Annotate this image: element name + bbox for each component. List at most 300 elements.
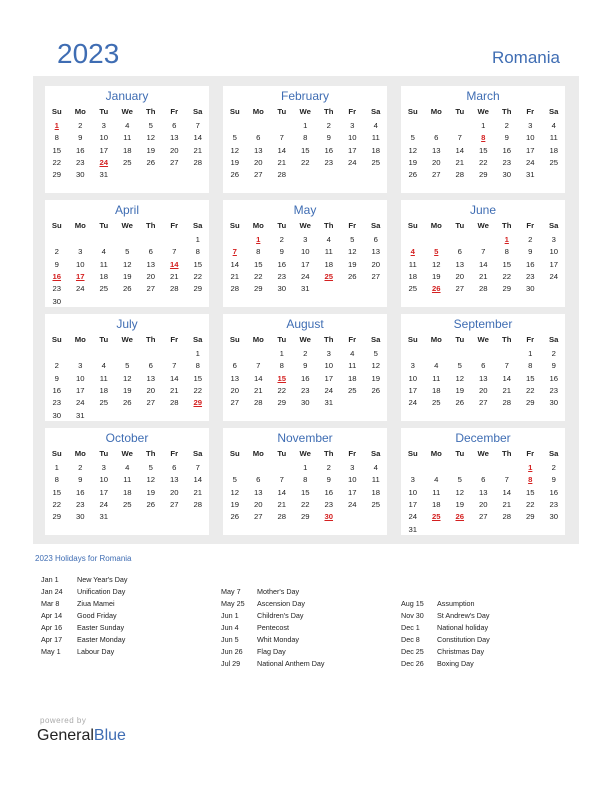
weekday-header: Sa [371, 449, 381, 458]
weekday-header: Th [146, 107, 156, 116]
day-cell: 12 [146, 475, 156, 485]
weekday-header: Fr [348, 107, 357, 116]
day-cell: 31 [525, 170, 535, 180]
day-cell: 2 [326, 121, 331, 130]
day-cell: 3 [528, 121, 533, 130]
weekday-header: Sa [549, 335, 559, 344]
month-7 [223, 314, 387, 421]
weekday-header: Fr [170, 221, 179, 230]
day-cell: 31 [300, 284, 310, 294]
day-cell: 19 [230, 157, 240, 167]
day-cell: 24 [324, 385, 334, 395]
day-cell: 17 [408, 385, 418, 395]
weekday-header: Th [502, 449, 512, 458]
day-cell: 9 [78, 133, 83, 143]
month-4 [223, 200, 387, 307]
day-cell: 27 [146, 284, 156, 294]
day-cell: 8 [279, 361, 284, 371]
weekday-header: Sa [371, 335, 381, 344]
weekday-header: Su [51, 335, 62, 344]
day-cell: 26 [347, 271, 357, 281]
weekday-header: Fr [348, 221, 357, 230]
day-cell: 2 [54, 361, 59, 371]
holiday-name: Assumption [437, 599, 475, 608]
weekday-header: Tu [455, 107, 465, 116]
holiday-name: Whit Monday [257, 635, 299, 644]
weekday-header: We [121, 107, 133, 116]
day-cell: 31 [324, 398, 334, 408]
weekday-header: We [121, 449, 133, 458]
day-cell: 28 [193, 157, 203, 167]
day-cell: 3 [410, 475, 415, 485]
day-cell: 11 [324, 247, 333, 257]
holiday-date: Dec 1 [401, 623, 420, 632]
day-cell: 23 [324, 499, 334, 509]
day-cell: 28 [277, 512, 287, 522]
day-cell: 22 [300, 499, 310, 509]
weekday-header: Fr [170, 107, 179, 116]
holiday-day-cell: 8 [481, 133, 486, 143]
day-cell: 22 [277, 385, 287, 395]
month-name: February [280, 89, 330, 103]
day-cell: 23 [75, 157, 85, 167]
day-cell: 19 [455, 385, 465, 395]
day-cell: 24 [347, 499, 357, 509]
day-cell: 28 [502, 512, 512, 522]
holiday-name: Constitution Day [437, 635, 490, 644]
weekday-header: Su [51, 107, 62, 116]
weekday-header: We [121, 335, 133, 344]
day-cell: 17 [324, 373, 334, 383]
day-cell: 20 [253, 157, 263, 167]
day-cell: 23 [502, 157, 512, 167]
holiday-day-cell: 29 [193, 398, 203, 408]
month-name: November [277, 431, 333, 445]
holiday-day-cell: 4 [410, 247, 415, 257]
month-name: October [105, 431, 149, 445]
day-cell: 15 [502, 259, 512, 269]
holiday-name: Unification Day [77, 587, 126, 596]
weekday-header: Sa [193, 221, 203, 230]
weekday-header: Mo [252, 449, 264, 458]
day-cell: 18 [324, 259, 334, 269]
weekday-header: We [477, 221, 489, 230]
day-cell: 30 [300, 398, 310, 408]
day-cell: 31 [75, 410, 85, 420]
day-cell: 16 [525, 259, 535, 269]
day-cell: 17 [300, 259, 310, 269]
day-cell: 27 [371, 271, 381, 281]
day-cell: 1 [195, 349, 200, 358]
day-cell: 1 [528, 349, 533, 358]
day-cell: 18 [122, 145, 132, 155]
weekday-header: Tu [277, 335, 287, 344]
month-11 [401, 428, 565, 535]
weekday-header: Tu [455, 221, 465, 230]
weekday-header: Th [146, 335, 156, 344]
holiday-day-cell: 25 [324, 271, 334, 281]
weekday-header: Tu [455, 335, 465, 344]
month-name: June [469, 203, 497, 217]
day-cell: 25 [371, 157, 381, 167]
day-cell: 13 [146, 259, 156, 269]
day-cell: 18 [408, 271, 418, 281]
day-cell: 14 [193, 475, 203, 485]
day-cell: 15 [525, 373, 535, 383]
day-cell: 5 [350, 235, 355, 244]
day-cell: 3 [350, 121, 355, 130]
day-cell: 20 [455, 271, 465, 281]
weekday-header: Fr [526, 335, 535, 344]
day-cell: 8 [303, 133, 308, 143]
day-cell: 15 [52, 145, 62, 155]
day-cell: 19 [371, 373, 381, 383]
day-cell: 1 [303, 463, 308, 472]
day-cell: 17 [75, 385, 85, 395]
day-cell: 3 [303, 235, 308, 244]
weekday-header: We [299, 107, 311, 116]
day-cell: 29 [478, 170, 488, 180]
holiday-day-cell: 5 [434, 247, 439, 257]
day-cell: 7 [195, 463, 200, 472]
day-cell: 29 [253, 284, 263, 294]
day-cell: 13 [169, 475, 179, 485]
day-cell: 6 [232, 361, 237, 371]
day-cell: 12 [347, 247, 357, 257]
year-title: 2023 [57, 38, 120, 69]
day-cell: 31 [408, 524, 418, 534]
day-cell: 10 [549, 247, 559, 257]
day-cell: 28 [169, 398, 179, 408]
weekday-header: Su [407, 449, 418, 458]
day-cell: 25 [122, 157, 132, 167]
day-cell: 6 [373, 235, 378, 244]
month-name: July [116, 317, 138, 331]
day-cell: 6 [481, 361, 486, 371]
day-cell: 25 [99, 284, 109, 294]
day-cell: 6 [256, 475, 261, 485]
brand-part-general: General [37, 727, 94, 744]
day-cell: 19 [122, 385, 132, 395]
day-cell: 1 [195, 235, 200, 244]
day-cell: 11 [432, 487, 441, 497]
weekday-header: Tu [277, 221, 287, 230]
day-cell: 13 [146, 373, 156, 383]
holiday-date: Apr 16 [41, 623, 63, 632]
month-name: January [105, 89, 149, 103]
day-cell: 5 [457, 475, 462, 485]
day-cell: 27 [455, 284, 465, 294]
day-cell: 12 [455, 487, 465, 497]
day-cell: 13 [478, 373, 488, 383]
holiday-date: Nov 30 [401, 611, 424, 620]
holiday-date: Jun 5 [221, 635, 239, 644]
day-cell: 19 [455, 499, 465, 509]
day-cell: 29 [52, 512, 62, 522]
weekday-header: Sa [549, 221, 559, 230]
day-cell: 6 [434, 133, 439, 143]
weekday-header: Mo [74, 107, 86, 116]
month-9 [45, 428, 209, 535]
holiday-name: Christmas Day [437, 647, 485, 656]
day-cell: 28 [277, 170, 287, 180]
day-cell: 13 [253, 487, 263, 497]
day-cell: 15 [52, 487, 62, 497]
day-cell: 22 [478, 157, 488, 167]
day-cell: 14 [478, 259, 488, 269]
day-cell: 29 [525, 512, 535, 522]
day-cell: 27 [146, 398, 156, 408]
holiday-name: National holiday [437, 623, 489, 632]
day-cell: 3 [350, 463, 355, 472]
day-cell: 18 [431, 499, 441, 509]
day-cell: 12 [146, 133, 156, 143]
day-cell: 16 [52, 385, 62, 395]
weekday-header: Mo [74, 449, 86, 458]
day-cell: 18 [371, 145, 381, 155]
day-cell: 2 [326, 463, 331, 472]
day-cell: 8 [195, 361, 200, 371]
holiday-day-cell: 1 [54, 121, 59, 130]
day-cell: 25 [347, 385, 357, 395]
day-cell: 25 [371, 499, 381, 509]
day-cell: 16 [324, 487, 334, 497]
weekday-header: Mo [430, 107, 442, 116]
holiday-name: Ziua Mamei [77, 599, 115, 608]
day-cell: 7 [504, 361, 509, 371]
weekday-header: Su [407, 335, 418, 344]
holiday-date: Jan 1 [41, 575, 59, 584]
month-name: December [455, 431, 511, 445]
holiday-date: Jan 24 [41, 587, 63, 596]
holidays-title: 2023 Holidays for Romania [35, 554, 132, 563]
day-cell: 5 [410, 133, 415, 143]
day-cell: 2 [528, 235, 533, 244]
day-cell: 22 [300, 157, 310, 167]
day-cell: 15 [300, 145, 310, 155]
day-cell: 15 [253, 259, 263, 269]
day-cell: 21 [193, 487, 203, 497]
day-cell: 4 [326, 235, 331, 244]
day-cell: 13 [371, 247, 381, 257]
weekday-header: We [121, 221, 133, 230]
day-cell: 28 [193, 499, 203, 509]
day-cell: 20 [146, 385, 156, 395]
day-cell: 4 [125, 121, 130, 130]
day-cell: 22 [525, 499, 535, 509]
day-cell: 30 [277, 284, 287, 294]
day-cell: 17 [549, 259, 559, 269]
day-cell: 9 [326, 133, 331, 143]
month-5 [401, 200, 565, 307]
day-cell: 17 [347, 487, 357, 497]
brand-logo [37, 727, 126, 745]
day-cell: 8 [528, 361, 533, 371]
weekday-header: We [477, 335, 489, 344]
holiday-date: Dec 8 [401, 635, 420, 644]
weekday-header: Mo [74, 221, 86, 230]
weekday-header: We [477, 449, 489, 458]
powered-by-text: powered by [40, 716, 87, 725]
day-cell: 16 [324, 145, 334, 155]
day-cell: 20 [431, 157, 441, 167]
holiday-name: Easter Monday [77, 635, 126, 644]
weekday-header: Mo [74, 335, 86, 344]
day-cell: 6 [148, 247, 153, 257]
holiday-day-cell: 26 [431, 284, 441, 294]
holiday-date: Apr 17 [41, 635, 63, 644]
day-cell: 23 [324, 157, 334, 167]
day-cell: 30 [52, 296, 62, 306]
day-cell: 5 [125, 361, 130, 371]
day-cell: 24 [75, 284, 85, 294]
day-cell: 11 [371, 475, 380, 485]
holiday-name: Boxing Day [437, 659, 474, 668]
day-cell: 15 [300, 487, 310, 497]
holiday-name: Easter Sunday [77, 623, 125, 632]
holiday-day-cell: 16 [52, 271, 62, 281]
day-cell: 24 [347, 157, 357, 167]
day-cell: 12 [122, 259, 132, 269]
weekday-header: We [477, 107, 489, 116]
day-cell: 8 [256, 247, 261, 257]
day-cell: 26 [122, 398, 132, 408]
day-cell: 9 [528, 247, 533, 257]
day-cell: 18 [431, 385, 441, 395]
day-cell: 1 [54, 463, 59, 472]
day-cell: 4 [101, 247, 106, 257]
day-cell: 8 [303, 475, 308, 485]
day-cell: 20 [230, 385, 240, 395]
day-cell: 7 [172, 247, 177, 257]
day-cell: 7 [279, 475, 284, 485]
weekday-header: Tu [277, 107, 287, 116]
day-cell: 28 [455, 170, 465, 180]
day-cell: 26 [408, 170, 418, 180]
day-cell: 8 [54, 475, 59, 485]
weekday-header: Th [146, 221, 156, 230]
day-cell: 2 [551, 463, 556, 472]
weekday-header: Sa [549, 107, 559, 116]
day-cell: 4 [373, 463, 378, 472]
day-cell: 11 [348, 361, 357, 371]
weekday-header: Th [146, 449, 156, 458]
day-cell: 27 [253, 170, 263, 180]
holiday-day-cell: 1 [256, 235, 261, 244]
day-cell: 23 [52, 398, 62, 408]
day-cell: 10 [408, 373, 418, 383]
holiday-day-cell: 15 [277, 373, 287, 383]
holiday-date: Jun 26 [221, 647, 243, 656]
day-cell: 1 [279, 349, 284, 358]
day-cell: 23 [75, 499, 85, 509]
day-cell: 23 [52, 284, 62, 294]
day-cell: 27 [478, 512, 488, 522]
holiday-day-cell: 24 [99, 157, 109, 167]
holiday-name: Children's Day [257, 611, 304, 620]
day-cell: 24 [525, 157, 535, 167]
day-cell: 30 [549, 398, 559, 408]
day-cell: 24 [75, 398, 85, 408]
day-cell: 19 [230, 499, 240, 509]
day-cell: 25 [122, 499, 132, 509]
day-cell: 30 [75, 170, 85, 180]
day-cell: 21 [277, 499, 287, 509]
day-cell: 12 [230, 145, 240, 155]
day-cell: 15 [478, 145, 488, 155]
day-cell: 12 [230, 487, 240, 497]
day-cell: 18 [99, 271, 109, 281]
day-cell: 7 [195, 121, 200, 130]
day-cell: 25 [431, 398, 441, 408]
day-cell: 20 [478, 385, 488, 395]
holiday-date: Jul 29 [221, 659, 241, 668]
day-cell: 25 [549, 157, 559, 167]
weekday-header: Sa [371, 221, 381, 230]
holiday-date: Dec 26 [401, 659, 424, 668]
day-cell: 20 [478, 499, 488, 509]
day-cell: 10 [324, 361, 334, 371]
day-cell: 26 [146, 157, 156, 167]
day-cell: 4 [434, 475, 439, 485]
day-cell: 23 [525, 271, 535, 281]
day-cell: 11 [99, 259, 108, 269]
day-cell: 2 [78, 121, 83, 130]
day-cell: 10 [525, 133, 535, 143]
day-cell: 2 [303, 349, 308, 358]
day-cell: 6 [256, 133, 261, 143]
weekday-header: Sa [193, 107, 203, 116]
holiday-day-cell: 1 [504, 235, 509, 244]
day-cell: 27 [253, 512, 263, 522]
holiday-date: Apr 14 [41, 611, 63, 620]
day-cell: 14 [230, 259, 240, 269]
month-3 [45, 200, 209, 307]
day-cell: 11 [371, 133, 380, 143]
day-cell: 7 [457, 133, 462, 143]
day-cell: 23 [549, 385, 559, 395]
day-cell: 29 [502, 284, 512, 294]
day-cell: 18 [99, 385, 109, 395]
holiday-date: May 25 [221, 599, 245, 608]
month-10 [223, 428, 387, 535]
day-cell: 10 [408, 487, 418, 497]
day-cell: 24 [408, 398, 418, 408]
day-cell: 19 [408, 157, 418, 167]
month-name: March [466, 89, 500, 103]
day-cell: 12 [408, 145, 418, 155]
day-cell: 29 [525, 398, 535, 408]
weekday-header: Su [407, 107, 418, 116]
day-cell: 10 [347, 133, 357, 143]
day-cell: 19 [146, 145, 156, 155]
day-cell: 29 [193, 284, 203, 294]
month-6 [45, 314, 209, 421]
day-cell: 11 [99, 373, 108, 383]
day-cell: 27 [169, 499, 179, 509]
day-cell: 5 [148, 463, 153, 472]
day-cell: 1 [481, 121, 486, 130]
weekday-header: Fr [170, 449, 179, 458]
weekday-header: Su [229, 335, 240, 344]
day-cell: 16 [75, 145, 85, 155]
day-cell: 4 [551, 121, 556, 130]
day-cell: 6 [172, 463, 177, 472]
day-cell: 9 [54, 259, 59, 269]
day-cell: 31 [99, 170, 109, 180]
day-cell: 17 [525, 145, 535, 155]
weekday-header: Tu [99, 107, 109, 116]
